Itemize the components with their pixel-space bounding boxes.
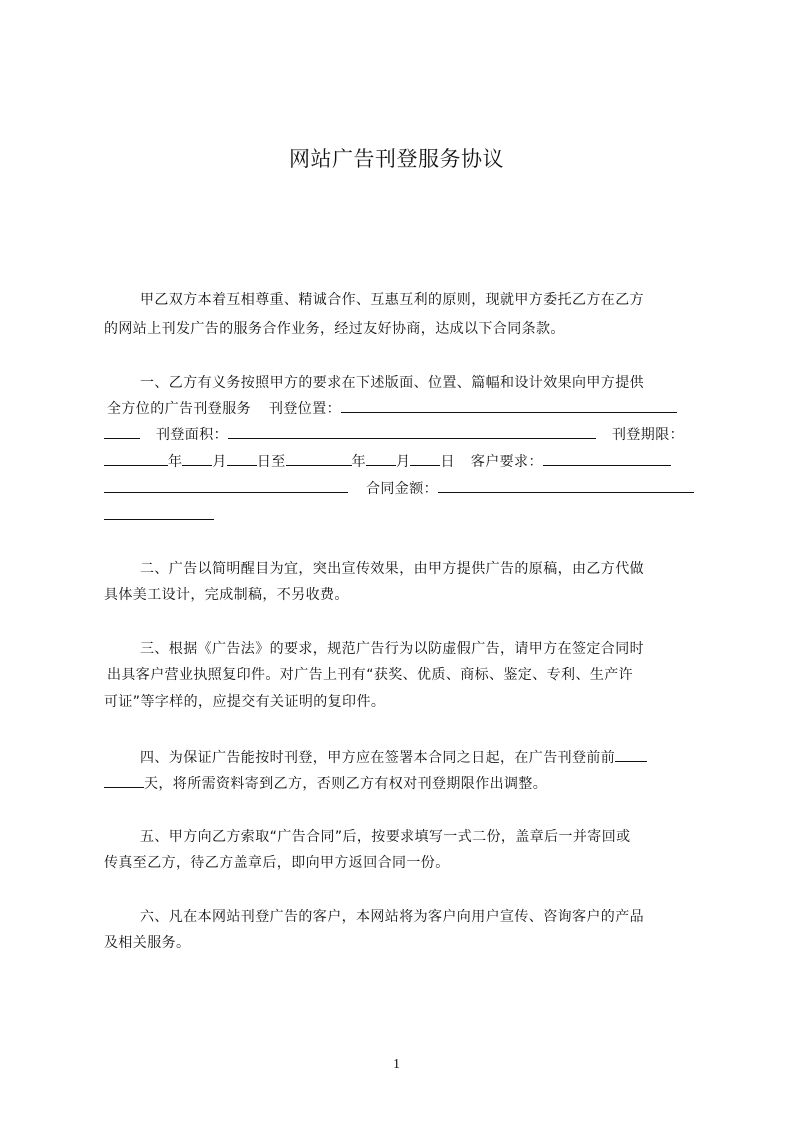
days-blank[interactable] xyxy=(615,747,647,762)
clause2-line-1: 二、广告以简明醒目为宜，突出宣传效果，由甲方提供广告的原稿，由乙方代做 xyxy=(140,561,644,577)
start-year-blank[interactable] xyxy=(104,451,168,466)
end-month-blank[interactable] xyxy=(366,451,396,466)
customer-req-label: 客户要求： xyxy=(470,454,543,470)
clause4-line-2 xyxy=(104,773,547,794)
end-year-blank[interactable] xyxy=(286,451,352,466)
days-blank-cont[interactable] xyxy=(104,773,144,788)
clause3-line-2: 出具客户营业执照复印件。对广告上刊有“获奖、优质、商标、鉴定、专利、生产许 xyxy=(107,667,634,683)
day-label: 日 xyxy=(440,454,455,470)
clause1-period-label: 刊登期限： xyxy=(612,427,684,443)
intro-line-2: 的网站上刊发广告的服务合作业务，经过友好协商，达成以下合同条款。 xyxy=(104,321,565,337)
clause1-line-6 xyxy=(104,505,214,526)
page-number: 1 xyxy=(393,1057,400,1072)
amount-label: 合同金额： xyxy=(366,481,438,497)
start-day-blank[interactable] xyxy=(227,451,257,466)
document-title: 网站广告刊登服务协议 xyxy=(289,147,504,171)
amount-blank[interactable] xyxy=(438,478,694,493)
clause4-line-1 xyxy=(140,747,647,768)
clause1-line-3 xyxy=(104,424,684,445)
position-blank[interactable] xyxy=(341,398,677,413)
clause3-line-3: 可证”等字样的，应提交有关证明的复印件。 xyxy=(104,694,386,710)
clause5-line-1: 五、甲方向乙方索取“广告合同”后，按要求填写一式二份，盖章后一并寄回或 xyxy=(140,829,631,845)
clause5-line-2: 传真至乙方，待乙方盖章后，即向甲方返回合同一份。 xyxy=(104,855,450,871)
start-month-blank[interactable] xyxy=(182,451,212,466)
clause1-line-2 xyxy=(107,398,677,419)
clause1-area-label: 刊登面积： xyxy=(156,427,228,443)
clause4-text-2: 天，将所需资料寄到乙方，否则乙方有权对刊登期限作出调整。 xyxy=(144,776,548,792)
clause1-service-text: 全方位的广告刊登服务 xyxy=(107,401,251,417)
clause3-line-1: 三、根据《广告法》的要求，规范广告行为以防虚假广告，请甲方在签定合同时 xyxy=(140,641,644,657)
clause1-line-4 xyxy=(104,451,671,472)
clause4-text-1: 四、为保证广告能按时刊登，甲方应在签署本合同之日起，在广告刊登前前 xyxy=(140,750,616,766)
end-day-blank[interactable] xyxy=(410,451,440,466)
year-label: 年 xyxy=(168,454,183,470)
customer-req-blank[interactable] xyxy=(543,451,671,466)
intro-line-1: 甲乙双方本着互相尊重、精诚合作、互惠互利的原则，现就甲方委托乙方在乙方 xyxy=(140,292,644,308)
clause1-position-label: 刊登位置： xyxy=(269,401,341,417)
position-blank-cont[interactable] xyxy=(104,424,140,439)
clause2-line-2: 具体美工设计，完成制稿，不另收费。 xyxy=(104,587,349,603)
customer-req-blank-cont[interactable] xyxy=(104,478,348,493)
year-label-2: 年 xyxy=(351,454,367,470)
month-label: 月 xyxy=(212,454,227,470)
day-to-label: 日至 xyxy=(256,454,286,470)
month-label-2: 月 xyxy=(396,454,411,470)
clause6-line-2: 及相关服务。 xyxy=(104,935,191,951)
amount-blank-cont[interactable] xyxy=(104,505,214,520)
area-blank[interactable] xyxy=(228,424,596,439)
clause1-line-5 xyxy=(104,478,694,499)
clause1-line-1: 一、乙方有义务按照甲方的要求在下述版面、位置、篇幅和设计效果向甲方提供 xyxy=(140,375,644,391)
clause6-line-1: 六、凡在本网站刊登广告的客户，本网站将为客户向用户宣传、咨询客户的产品 xyxy=(140,909,644,925)
